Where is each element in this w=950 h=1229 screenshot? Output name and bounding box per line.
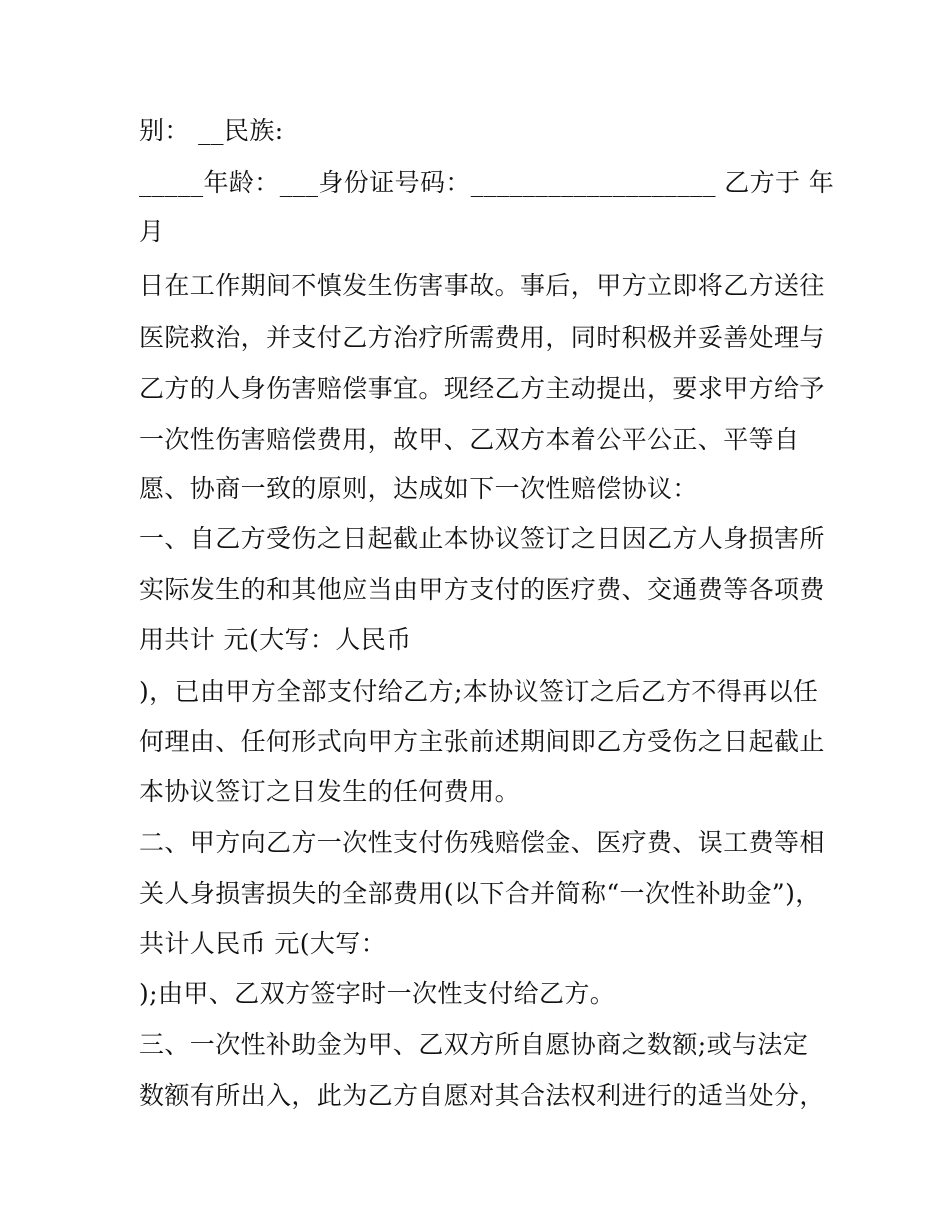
text-line: 医院救治，并支付乙方治疗所需费用，同时积极并妥善处理与 xyxy=(139,323,825,352)
text-line: 本协议签订之日发生的任何费用。 xyxy=(139,777,521,806)
text-line: 一、自乙方受伤之日起截止本协议签订之日因乙方人身损害所 xyxy=(139,524,825,553)
text-line: 共计人民币 元(大写： xyxy=(139,929,387,958)
text-line: _____年龄：___身份证号码：___________________ 乙方于 年 xyxy=(139,168,835,197)
text-line: )，已由甲方全部支付给乙方;本协议签订之后乙方不得再以任 xyxy=(139,677,819,706)
text-line: 月 xyxy=(139,217,165,246)
text-line: 别： __民族: xyxy=(139,116,284,145)
text-line: 何理由、任何形式向甲方主张前述期间即乙方受伤之日起截止 xyxy=(139,727,825,756)
text-line: 日在工作期间不慎发生伤害事故。事后，甲方立即将乙方送往 xyxy=(139,271,825,300)
text-line: 二、甲方向乙方一次性支付伤残赔偿金、医疗费、误工费等相 xyxy=(139,828,825,857)
text-line: 三、一次性补助金为甲、乙双方所自愿协商之数额;或与法定 xyxy=(139,1030,809,1059)
text-line: 一次性伤害赔偿费用，故甲、乙双方本着公平公正、平等自 xyxy=(139,425,800,454)
text-line: );由甲、乙双方签字时一次性支付给乙方。 xyxy=(139,979,616,1008)
text-line: 数额有所出入，此为乙方自愿对其合法权利进行的适当处分， xyxy=(139,1081,825,1110)
text-line: 用共计 元(大写：人民币 xyxy=(139,625,412,654)
text-line: 愿、协商一致的原则，达成如下一次性赔偿协议： xyxy=(139,474,698,503)
text-line: 乙方的人身伤害赔偿事宜。现经乙方主动提出，要求甲方给予 xyxy=(139,374,825,403)
text-line: 关人身损害损失的全部费用(以下合并简称“一次性补助金”)， xyxy=(139,879,821,908)
text-line: 实际发生的和其他应当由甲方支付的医疗费、交通费等各项费 xyxy=(139,575,825,604)
